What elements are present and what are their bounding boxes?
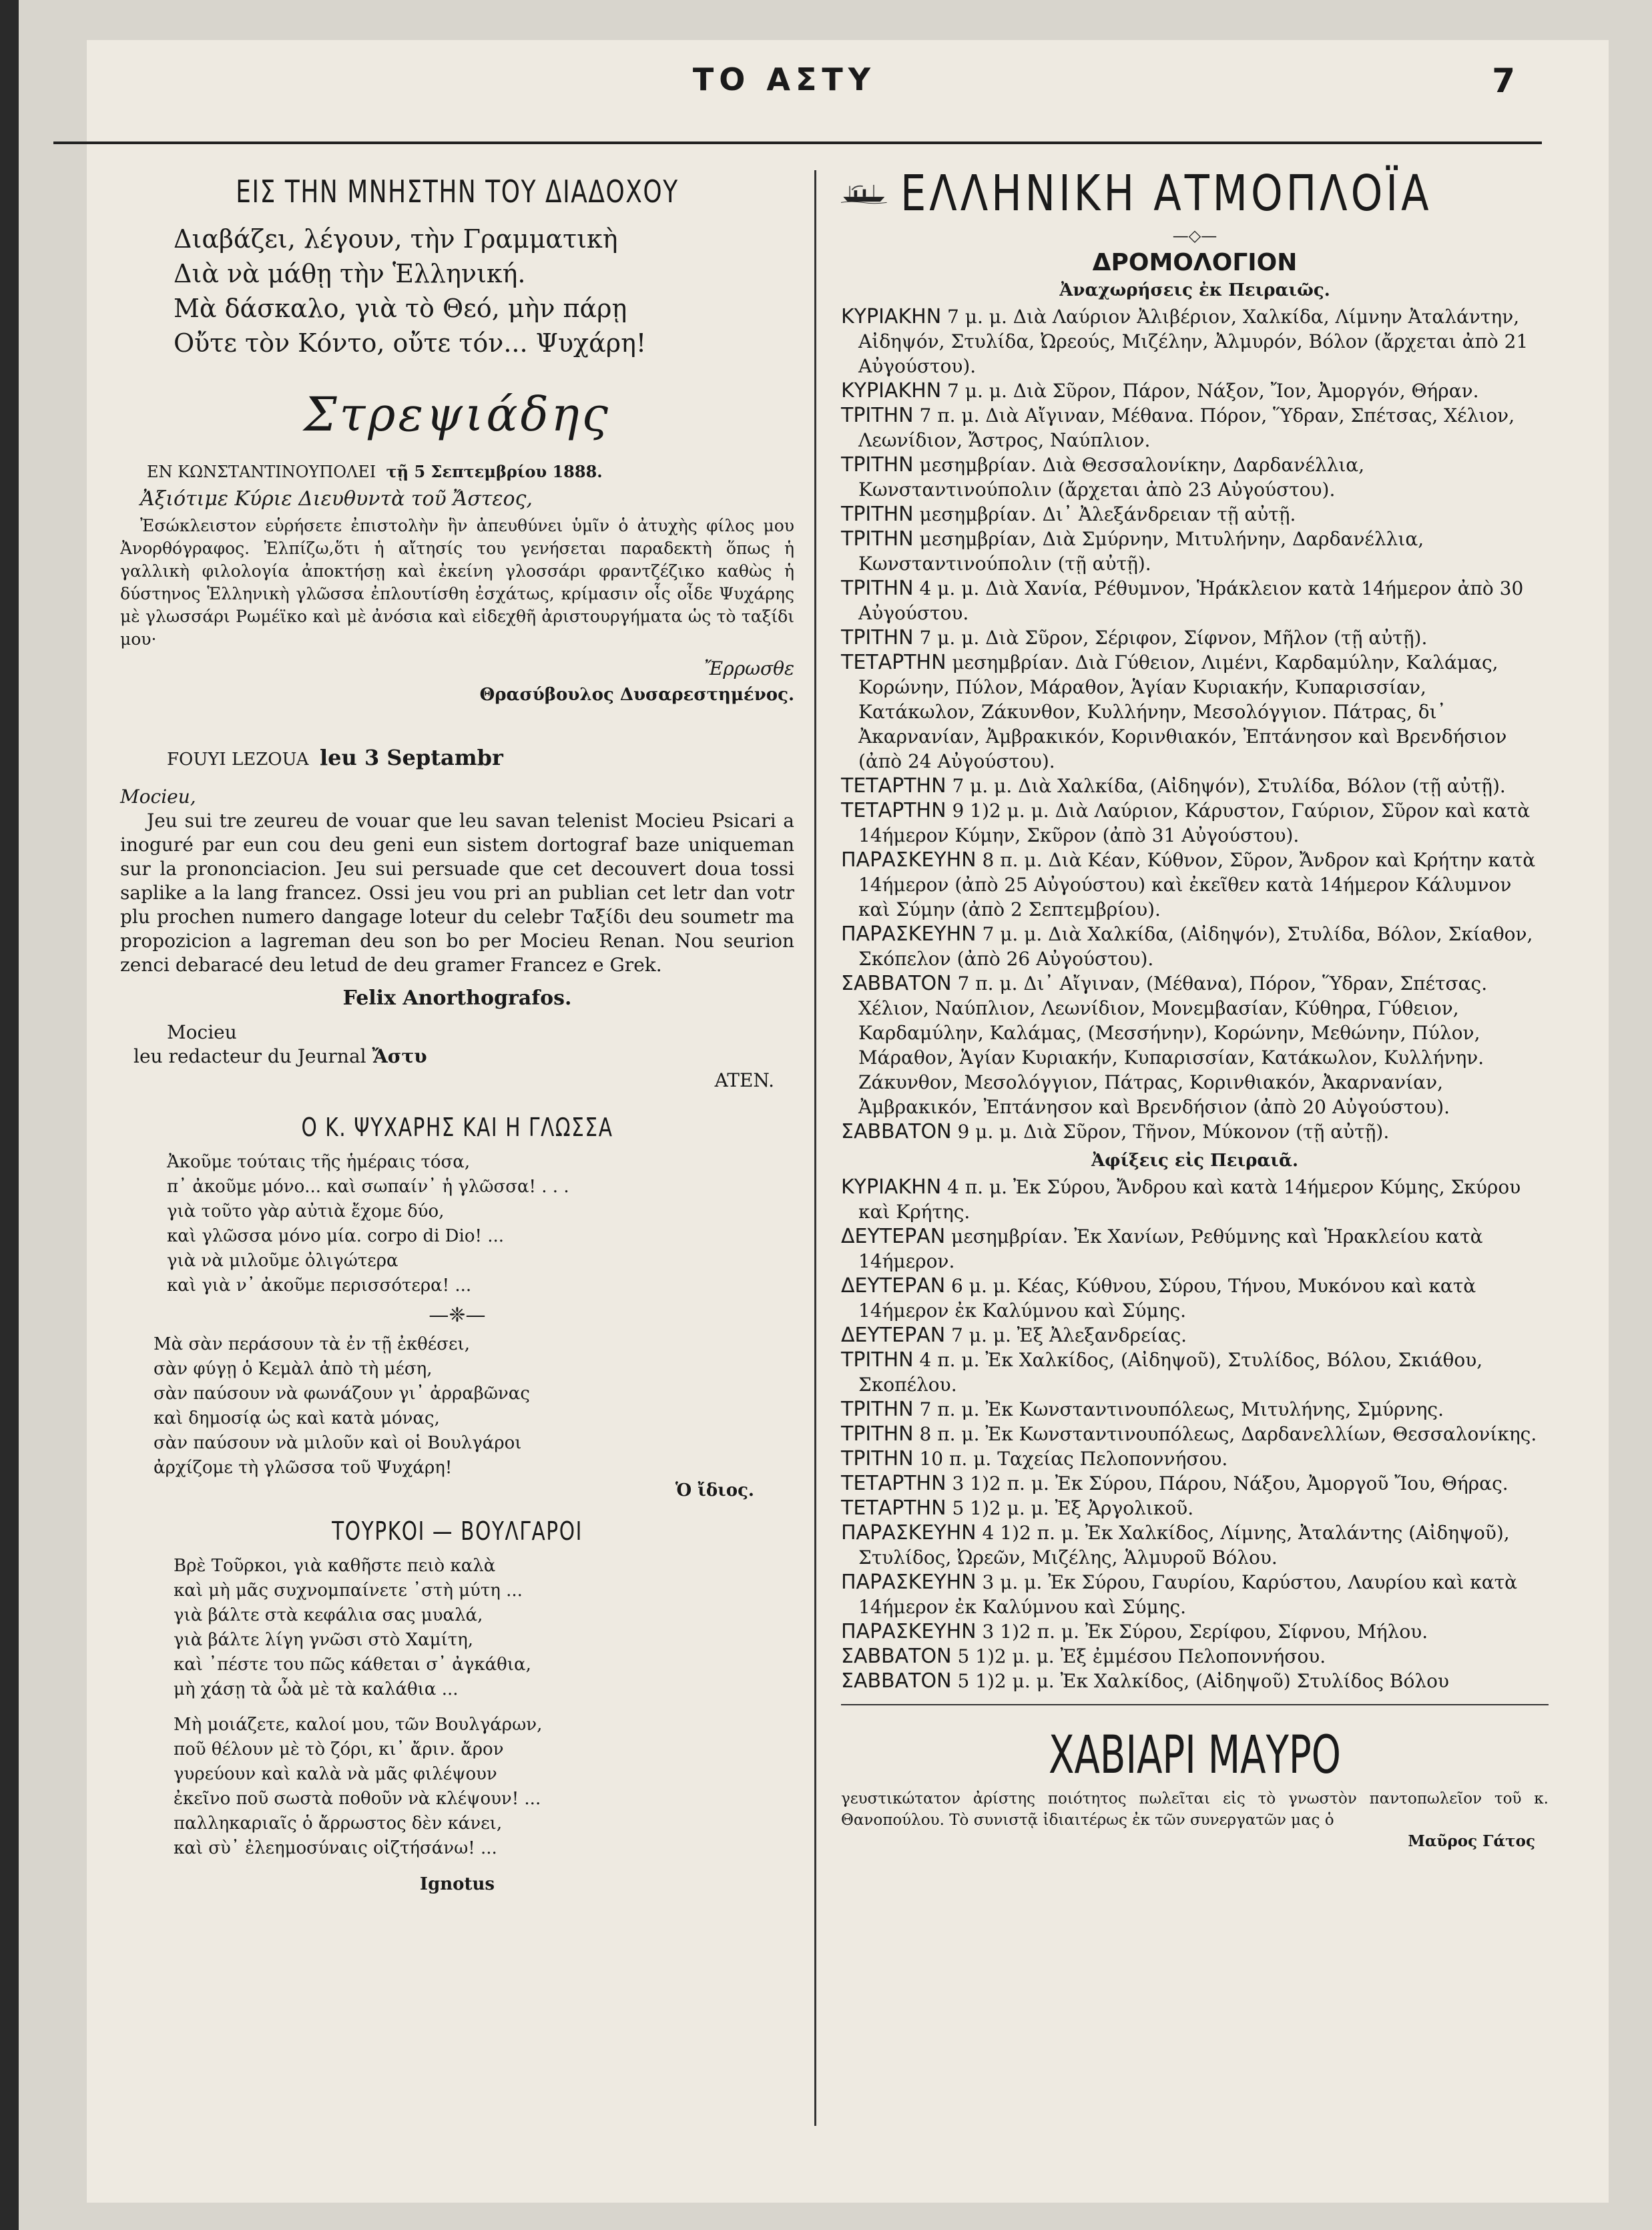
binding-edge xyxy=(0,0,19,2230)
schedule-day: ΤΡΙΤΗΝ xyxy=(841,626,914,649)
schedule-entry xyxy=(841,971,1549,1119)
schedule-text: μεσημβρίαν. Δι᾿ Ἀλεξάνδρειαν τῇ αὐτῇ. xyxy=(913,503,1296,525)
article-title-psycharis: Ο Κ. ΨΥΧΑΡΗΣ ΚΑΙ Η ΓΛΩΣΣΑ xyxy=(301,1113,613,1142)
schedule-entry xyxy=(841,1119,1549,1144)
schedule-entry xyxy=(841,848,1549,922)
schedule-entry xyxy=(841,378,1549,403)
schedule-day: ΣΑΒΒΑΤΟΝ xyxy=(841,1645,952,1668)
shipping-header xyxy=(841,164,1549,224)
schedule-text: 10 π. μ. Ταχείας Πελοποννήσου. xyxy=(913,1448,1228,1470)
verse-line: Βρὲ Τοῦρκοι, γιὰ καθῆστε πειὸ καλὰ xyxy=(174,1556,496,1576)
schedule-day: ΔΕΥΤΕΡΑΝ xyxy=(841,1274,946,1298)
schedule-text: 8 π. μ. Ἐκ Κωνσταντινουπόλεως, Δαρδανελλίων, Θεσσαλονίκης. xyxy=(913,1423,1537,1445)
poem xyxy=(174,222,794,360)
schedule-entry xyxy=(841,1619,1549,1644)
stanza xyxy=(154,1332,794,1480)
verse-line: γυρεύουν καὶ καλὰ νὰ μᾶς φιλέψουν xyxy=(174,1764,497,1784)
schedule-text: 8 π. μ. Διὰ Κέαν, Κύθνον, Σῦρον, Ἄνδρον καὶ Κρήτην κατὰ 14ήμερον (ἀπὸ 25 Αὐγούστου) καὶ ἐκεῖθεν κατὰ 14ήμερον Κάλυμνον καὶ Σύμην (ἀπὸ 2 Σεπτεμβρίου). xyxy=(858,849,1536,920)
schedule-entry xyxy=(841,1446,1549,1471)
verse-line: καὶ ᾽πέστε του πῶς κάθεται σ᾿ ἀγκάθια, xyxy=(174,1655,531,1675)
letter-sender: Θρασύβουλος Δυσαρεστημένος. xyxy=(479,685,794,705)
schedule-text: 7 π. μ. Δι᾿ Αἴγιναν, (Μέθανα), Πόρον, Ὕδραν, Σπέτσας. Χέλιον, Ναύπλιον, Λεωνίδιον, Μονεμβασίαν, Κύθηρα, Γύθειον, Καρδαμύλην, Καλάμας, (Μεσσήνην), Κορώνην, Μεθώνην, Πύλον, Μάραθον, Ἁγίαν Κυριακήν, Κυπαρισσίαν, Κατάκωλον, Κυλλήνην. Ζάκυνθον, Μεσολόγγιον, Πάτρας, Κορινθιακόν, Ἀκαρνανίαν, Ἀμβρακικόν, Ἐπτάνησον καὶ Βρενδήσιον (ἀπὸ 20 Αὐγούστου). xyxy=(858,972,1488,1118)
verse-line: καὶ μὴ μᾶς συχνομπαίνετε ᾽στὴ μύτη ... xyxy=(174,1581,523,1601)
verse-line: Μὴ μοιάζετε, καλοί μου, τῶν Βουλγάρων, xyxy=(174,1715,543,1735)
address-city: ATEN. xyxy=(714,1069,774,1091)
schedule-text: 5 1)2 μ. μ. Ἐξ ἐμμέσου Πελοποννήσου. xyxy=(951,1645,1326,1667)
schedule-entry xyxy=(841,625,1549,650)
caviar-ad-body: γευστικώτατον ἀρίστης ποιότητος πωλεῖται εἰς τὸ γνωστὸν παντοπωλεῖον τοῦ κ. Θανοπούλου. Τὸ συνιστᾷ ἰδιαιτέρως ἐκ τῶν συνεργατῶν μας ὁ xyxy=(841,1790,1549,1829)
verse-line: ἀρχίζομε τὴ γλῶσσα τοῦ Ψυχάρη! xyxy=(154,1458,453,1478)
letter-closing: Ἔρρωσθε xyxy=(704,657,794,679)
schedule-entry xyxy=(841,1274,1549,1323)
schedule-day: ΣΑΒΒΑΤΟΝ xyxy=(841,972,952,995)
schedule-entry xyxy=(841,1471,1549,1496)
schedule-entry xyxy=(841,1669,1549,1693)
verse-line: Μὰ σὰν περάσουν τὰ ἐν τῇ ἐκθέσει, xyxy=(154,1334,470,1354)
verse-line: γιὰ νὰ μιλοῦμε ὀλιγώτερα xyxy=(167,1251,398,1271)
left-column xyxy=(120,174,794,1894)
caviar-ad-title: ΧΑΒΙΑΡΙ ΜΑΥΡΟ xyxy=(1049,1725,1341,1785)
shipping-title: ΕΛΛΗΝΙΚΗ ΑΤΜΟΠΛΟΪΑ xyxy=(900,165,1432,222)
header-rule xyxy=(53,142,1542,144)
dateline: ΕΝ ΚΩΝΣΤΑΝΤΙΝΟΥΠΟΛΕΙ τῇ 5 Σεπτεμβρίου 1888. xyxy=(147,462,603,481)
page-header xyxy=(53,61,1515,115)
schedule-day: ΤΕΤΑΡΤΗΝ xyxy=(841,1472,946,1495)
verse-line: Διὰ νὰ μάθῃ τὴν Ἑλληνική. xyxy=(174,259,526,288)
schedule-day: ΠΑΡΑΣΚΕΥΗΝ xyxy=(841,1620,977,1643)
schedule-entry xyxy=(841,650,1549,774)
schedule-text: 7 μ. μ. Διὰ Λαύριον Ἀλιβέριον, Χαλκίδα, Λίμνην Ἀταλάντην, Αἰδηψόν, Στυλίδα, Ὠρεούς, Μιζέλην, Ἀλμυρόν, Βόλον (ἄρχεται ἀπὸ 21 Αὐγούστου). xyxy=(858,306,1529,377)
schedule-text: 7 π. μ. Ἐκ Κωνσταντινουπόλεως, Μιτυλήνης, Σμύρνης. xyxy=(913,1398,1444,1420)
schedule-text: 5 1)2 μ. μ. Ἐξ Ἀργολικοῦ. xyxy=(946,1497,1194,1519)
article-title-turks: ΤΟΥΡΚΟΙ — ΒΟΥΛΓΑΡΟΙ xyxy=(332,1516,583,1546)
schedule-entry xyxy=(841,1644,1549,1669)
schedule-day: ΤΕΤΑΡΤΗΝ xyxy=(841,651,946,674)
schedule-day: ΠΑΡΑΣΚΕΥΗΝ xyxy=(841,922,977,946)
french-sign: Felix Anorthografos. xyxy=(342,987,572,1010)
schedule-text: 7 μ. μ. Διὰ Σῦρον, Σέριφον, Σίφνον, Μῆλον (τῇ αὐτῇ). xyxy=(913,627,1428,649)
schedule-text: 7 μ. μ. Διὰ Χαλκίδα, (Αἰδηψόν), Στυλίδα, Βόλον (τῇ αὐτῇ). xyxy=(946,775,1506,797)
schedule-day: ΔΕΥΤΕΡΑΝ xyxy=(841,1225,946,1248)
schedule-text: 4 μ. μ. Διὰ Χανία, Ρέθυμνον, Ἡράκλειον κατὰ 14ήμερον ἀπὸ 30 Αὐγούστου. xyxy=(858,577,1524,624)
stanza xyxy=(174,1713,794,1861)
schedule-text: μεσημβρίαν. Διὰ Θεσσαλονίκην, Δαρδανέλλια, Κωνσταντινούπολιν (ἄρχεται ἀπὸ 23 Αὐγούστου). xyxy=(858,454,1365,501)
schedule-text: 7 μ. μ. Διὰ Χαλκίδα, (Αἰδηψόν), Στυλίδα, Βόλον, Σκίαθον, Σκόπελον (ἀπὸ 26 Αὐγούστου). xyxy=(858,923,1533,970)
schedule-day: ΤΡΙΤΗΝ xyxy=(841,1447,914,1470)
verse-line: παλληκαριαῖς ὁ ἄρρωστος δὲν κάνει, xyxy=(174,1814,503,1834)
page-number: 7 xyxy=(1492,61,1515,100)
schedule-day: ΣΑΒΒΑΤΟΝ xyxy=(841,1120,952,1143)
steamship-icon xyxy=(841,164,887,224)
arrivals-heading: Ἀφίξεις εἰς Πειραιᾶ. xyxy=(1091,1151,1299,1171)
address-line-2: leu redacteur du Jeurnal Ἄστυ xyxy=(133,1045,427,1067)
schedule-day: ΤΡΙΤΗΝ xyxy=(841,404,914,427)
schedule-text: μεσημβρίαν. Διὰ Γύθειον, Λιμένι, Καρδαμύλην, Καλάμας, Κορώνην, Πύλον, Μάραθον, Ἁγίαν Κυριακήν, Κυπαρισσίαν, Κατάκωλον, Ζάκυνθον, Κυλλήνην, Μεσολόγγιον. Πάτρας, δι᾿ Ἀκαρνανίαν, Ἀμβρακικόν, Κορινθιακόν, Ἐπτάνησον καὶ Βρενδήσιον (ἀπὸ 24 Αὐγούστου). xyxy=(858,651,1507,772)
verse-line: καὶ σὺ᾿ ἐλεημοσύναις οἰζτήσάνω! ... xyxy=(174,1838,497,1858)
schedule-entry xyxy=(841,1496,1549,1520)
schedule-day: ΤΡΙΤΗΝ xyxy=(841,1348,914,1372)
schedule-text: 7 μ. μ. Διὰ Σῦρον, Πάρον, Νάξον, Ἴον, Ἀμοργόν, Θήραν. xyxy=(941,380,1479,402)
verse-line: ἐκεῖνο ποῦ σωστὰ ποθοῦν νὰ κλέψουν! ... xyxy=(174,1789,541,1809)
schedule-text: 4 π. μ. Ἐκ Σύρου, Ἄνδρου καὶ κατὰ 14ήμερον Κύμης, Σκύρου καὶ Κρήτης. xyxy=(858,1176,1521,1223)
ornament: —◇— xyxy=(1172,226,1217,245)
schedule-text: μεσημβρίαν. Ἐκ Χανίων, Ρεθύμνης καὶ Ἡρακλείου κατὰ 14ήμερον. xyxy=(858,1225,1483,1272)
schedule-title: ΔΡΟΜΟΛΟΓΙΟΝ xyxy=(1092,249,1298,276)
schedule-text: 7 π. μ. Διὰ Αἴγιναν, Μέθανα. Πόρον, Ὕδραν, Σπέτσας, Χέλιον, Λεωνίδιον, Ἄστρος, Ναύπλιον. xyxy=(858,404,1515,451)
ad-rule xyxy=(841,1704,1549,1705)
schedule-entry xyxy=(841,798,1549,848)
schedule-text: 7 μ. μ. Ἐξ Ἀλεξανδρείας. xyxy=(945,1324,1187,1346)
schedule-day: ΣΑΒΒΑΤΟΝ xyxy=(841,1669,952,1693)
verse-line: σὰν φύγῃ ὁ Κεμὰλ ἀπὸ τὴ μέση, xyxy=(154,1359,433,1379)
article-title: ΕΙΣ ΤΗΝ ΜΝΗΣΤΗΝ ΤΟΥ ΔΙΑΔΟΧΟΥ xyxy=(236,174,679,210)
verse-line: μὴ χάσῃ τὰ ὦὰ μὲ τὰ καλάθια ... xyxy=(174,1679,459,1699)
verse-line: σὰν παύσουν νὰ μιλοῦν καὶ οἱ Βουλγάροι xyxy=(154,1433,522,1453)
french-salutation: Mocieu, xyxy=(120,786,196,808)
verse-line: γιὰ βάλτε λίγη γνῶσι στὸ Χαμίτη, xyxy=(174,1630,473,1650)
verse-line: ποῦ θέλουν μὲ τὸ ζόρι, κι᾿ ἄριν. ἄρον xyxy=(174,1739,504,1759)
schedule-text: 5 1)2 μ. μ. Ἐκ Χαλκίδος, (Αἰδηψοῦ) Στυλίδος Βόλου xyxy=(951,1670,1449,1692)
schedule-day: ΤΡΙΤΗΝ xyxy=(841,1422,914,1446)
caviar-ad-sign: Μαῦρος Γάτος xyxy=(1408,1832,1535,1850)
stanza xyxy=(174,1554,794,1702)
newspaper-title: ΤΟ ΑΣΤΥ xyxy=(692,61,876,97)
schedule-text: 3 1)2 π. μ. Ἐκ Σύρου, Σερίφου, Σίφνου, Μήλου. xyxy=(976,1621,1428,1643)
schedule-day: ΤΡΙΤΗΝ xyxy=(841,453,914,477)
schedule-text: μεσημβρίαν, Διὰ Σμύρνην, Μιτυλήνην, Δαρδανέλλια, Κωνσταντινούπολιν (τῇ αὐτῇ). xyxy=(858,528,1424,575)
schedule-day: ΤΕΤΑΡΤΗΝ xyxy=(841,799,946,822)
schedule-text: 3 μ. μ. Ἐκ Σύρου, Γαυρίου, Καρύστου, Λαυρίου καὶ κατὰ 14ήμερον ἐκ Καλύμνου καὶ Σύμης. xyxy=(858,1571,1517,1618)
schedule-text: 9 μ. μ. Διὰ Σῦρον, Τῆνον, Μύκονον (τῇ αὐτῇ). xyxy=(951,1121,1390,1143)
schedule-entry xyxy=(841,1570,1549,1619)
verse-line: γιὰ τοῦτο γὰρ αὐτιὰ ἔχομε δύο, xyxy=(167,1201,445,1221)
schedule-day: ΠΑΡΑΣΚΕΥΗΝ xyxy=(841,1571,977,1594)
schedule-entry xyxy=(841,1422,1549,1446)
author-sign: Ὁ ἴδιος. xyxy=(675,1480,754,1500)
schedule-entry xyxy=(841,304,1549,378)
verse-line: γιὰ βάλτε στὰ κεφάλια σας μυαλά, xyxy=(174,1605,483,1625)
schedule-day: ΠΑΡΑΣΚΕΥΗΝ xyxy=(841,1521,977,1545)
schedule-entry xyxy=(841,403,1549,453)
schedule-entry xyxy=(841,1224,1549,1274)
schedule-day: ΔΕΥΤΕΡΑΝ xyxy=(841,1324,946,1347)
verse-line: καὶ γιὰ ν᾿ ἀκοῦμε περισσότερα! ... xyxy=(167,1276,472,1296)
schedule-day: ΚΥΡΙΑΚΗΝ xyxy=(841,1175,942,1199)
schedule-entry xyxy=(841,774,1549,798)
right-column xyxy=(841,164,1549,1852)
schedule-entry xyxy=(841,502,1549,527)
schedule-entry xyxy=(841,1175,1549,1224)
schedule-text: 3 1)2 π. μ. Ἐκ Σύρου, Πάρου, Νάξου, Ἀμοργοῦ Ἴου, Θήρας. xyxy=(946,1472,1508,1494)
salutation: Ἀξιότιμε Κύριε Διευθυντὰ τοῦ Ἄστεος, xyxy=(140,487,533,511)
schedule-day: ΤΡΙΤΗΝ xyxy=(841,1398,914,1421)
ornament-divider: —❈— xyxy=(429,1304,486,1327)
verse-line: καὶ δημοσίᾳ ὡς καὶ κατὰ μόνας, xyxy=(154,1408,440,1428)
schedule-day: ΠΑΡΑΣΚΕΥΗΝ xyxy=(841,848,977,872)
french-letter-body: Jeu sui tre zeureu de vouar que leu savan telenist Mocieu Psicari a inoguré par eun cou deu geni eun sistem dortograf baze uniqueman sur la prononciacion. Jeu sui persuade que cet decouvert doua tossi saplike a la lang francez. Ossi jeu vou pri an publian cet letr dan votr plu prochen numero dangage loteur du celebr Ταξίδι deu soumetr ma propozicion a lagreman deu son bo per Mocieu Renan. Nou seurion zenci debaracé deu letud de deu gramer Francez e Grek. xyxy=(120,810,794,976)
departures-heading: Ἀναχωρήσεις ἐκ Πειραιῶς. xyxy=(1059,280,1330,300)
schedule-entry xyxy=(841,922,1549,971)
schedule-entry xyxy=(841,1323,1549,1348)
schedule-day: ΚΥΡΙΑΚΗΝ xyxy=(841,379,942,402)
departures-list xyxy=(841,304,1549,1144)
column-divider xyxy=(814,170,816,2126)
author-sign-ignotus: Ignotus xyxy=(419,1874,495,1894)
schedule-entry xyxy=(841,576,1549,625)
schedule-day: ΤΡΙΤΗΝ xyxy=(841,503,914,526)
schedule-entry xyxy=(841,1348,1549,1397)
verse-line: Οὔτε τὸν Κόντο, οὔτε τόν... Ψυχάρη! xyxy=(174,328,647,358)
verse-line: Μὰ δάσκαλο, γιὰ τὸ Θεό, μὴν πάρῃ xyxy=(174,294,627,323)
schedule-day: ΤΡΙΤΗΝ xyxy=(841,527,914,551)
french-letter-head: FOUYI LEZOUA leu 3 Septambr xyxy=(167,745,503,770)
schedule-text: 6 μ. μ. Κέας, Κύθνου, Σύρου, Τήνου, Μυκόνου καὶ κατὰ 14ήμερον ἐκ Καλύμνου καὶ Σύμης. xyxy=(858,1275,1476,1322)
verse-line: Διαβάζει, λέγουν, τὴν Γραμματικὴ xyxy=(174,224,618,254)
verse-line: καὶ γλῶσσα μόνο μία. corpo di Dio! ... xyxy=(167,1226,505,1246)
schedule-text: 4 π. μ. Ἐκ Χαλκίδος, (Αἰδηψοῦ), Στυλίδος, Βόλου, Σκιάθου, Σκοπέλου. xyxy=(858,1349,1483,1396)
schedule-day: ΚΥΡΙΑΚΗΝ xyxy=(841,305,942,328)
verse-line: σὰν παύσουν νὰ φωνάζουν γι᾿ ἀρραβῶνας xyxy=(154,1384,530,1404)
schedule-day: ΤΕΤΑΡΤΗΝ xyxy=(841,1496,946,1520)
verse-line: Ἀκοῦμε τούταις τῆς ἡμέραις τόσα, xyxy=(167,1152,471,1172)
schedule-text: 9 1)2 μ. μ. Διὰ Λαύριον, Κάρυστον, Γαύριον, Σῦρον καὶ κατὰ 14ήμερον Κύμην, Σκῦρον (ἀπὸ 31 Αὐγούστου). xyxy=(858,800,1531,846)
schedule-entry xyxy=(841,527,1549,576)
schedule-text: 4 1)2 π. μ. Ἐκ Χαλκίδος, Λίμνης, Ἀταλάντης (Αἰδηψοῦ), Στυλίδος, Ὠρεῶν, Μιζέλης, Ἁλμυροῦ Βόλου. xyxy=(858,1522,1510,1569)
address-line-1: Mocieu xyxy=(167,1021,237,1043)
signature-strepsiades: Στρεψιάδης xyxy=(304,387,611,442)
schedule-entry xyxy=(841,1397,1549,1422)
letter-body: Ἐσώκλειστον εὑρήσετε ἐπιστολὴν ἣν ἀπευθύνει ὑμῖν ὁ ἀτυχὴς φίλος μου Ἀνορθόγραφος. Ἐλπίζω,ὅτι ἡ αἴτησίς του γενήσεται παραδεκτὴ ὅπως ἡ γαλλικὴ φιλολογία ἀποκτήσῃ καὶ ἐκείνη γλοσσάρι φραντζέζικο καθὼς ἡ δύστηνος Ἑλληνικὴ γλῶσσα ἐπλουτίσθη ἐσχάτως, κρίμασιν οἷς οἶδε Ψυχάρης μὲ γλωσσάρι Ρωμέϊκο καὶ μὲ ἀνόσια καὶ εἰδεχθῆ ἀριστουργήματα ὡς τὸ ταξίδι μου· xyxy=(120,516,794,649)
schedule-entry xyxy=(841,453,1549,502)
schedule-day: ΤΡΙΤΗΝ xyxy=(841,577,914,600)
stanza xyxy=(167,1150,794,1298)
schedule-day: ΤΕΤΑΡΤΗΝ xyxy=(841,774,946,798)
verse-line: π᾿ ἀκοῦμε μόνο... καὶ σωπαίν᾿ ἡ γλῶσσα! . . . xyxy=(167,1177,569,1197)
schedule-entry xyxy=(841,1520,1549,1570)
arrivals-list xyxy=(841,1175,1549,1693)
